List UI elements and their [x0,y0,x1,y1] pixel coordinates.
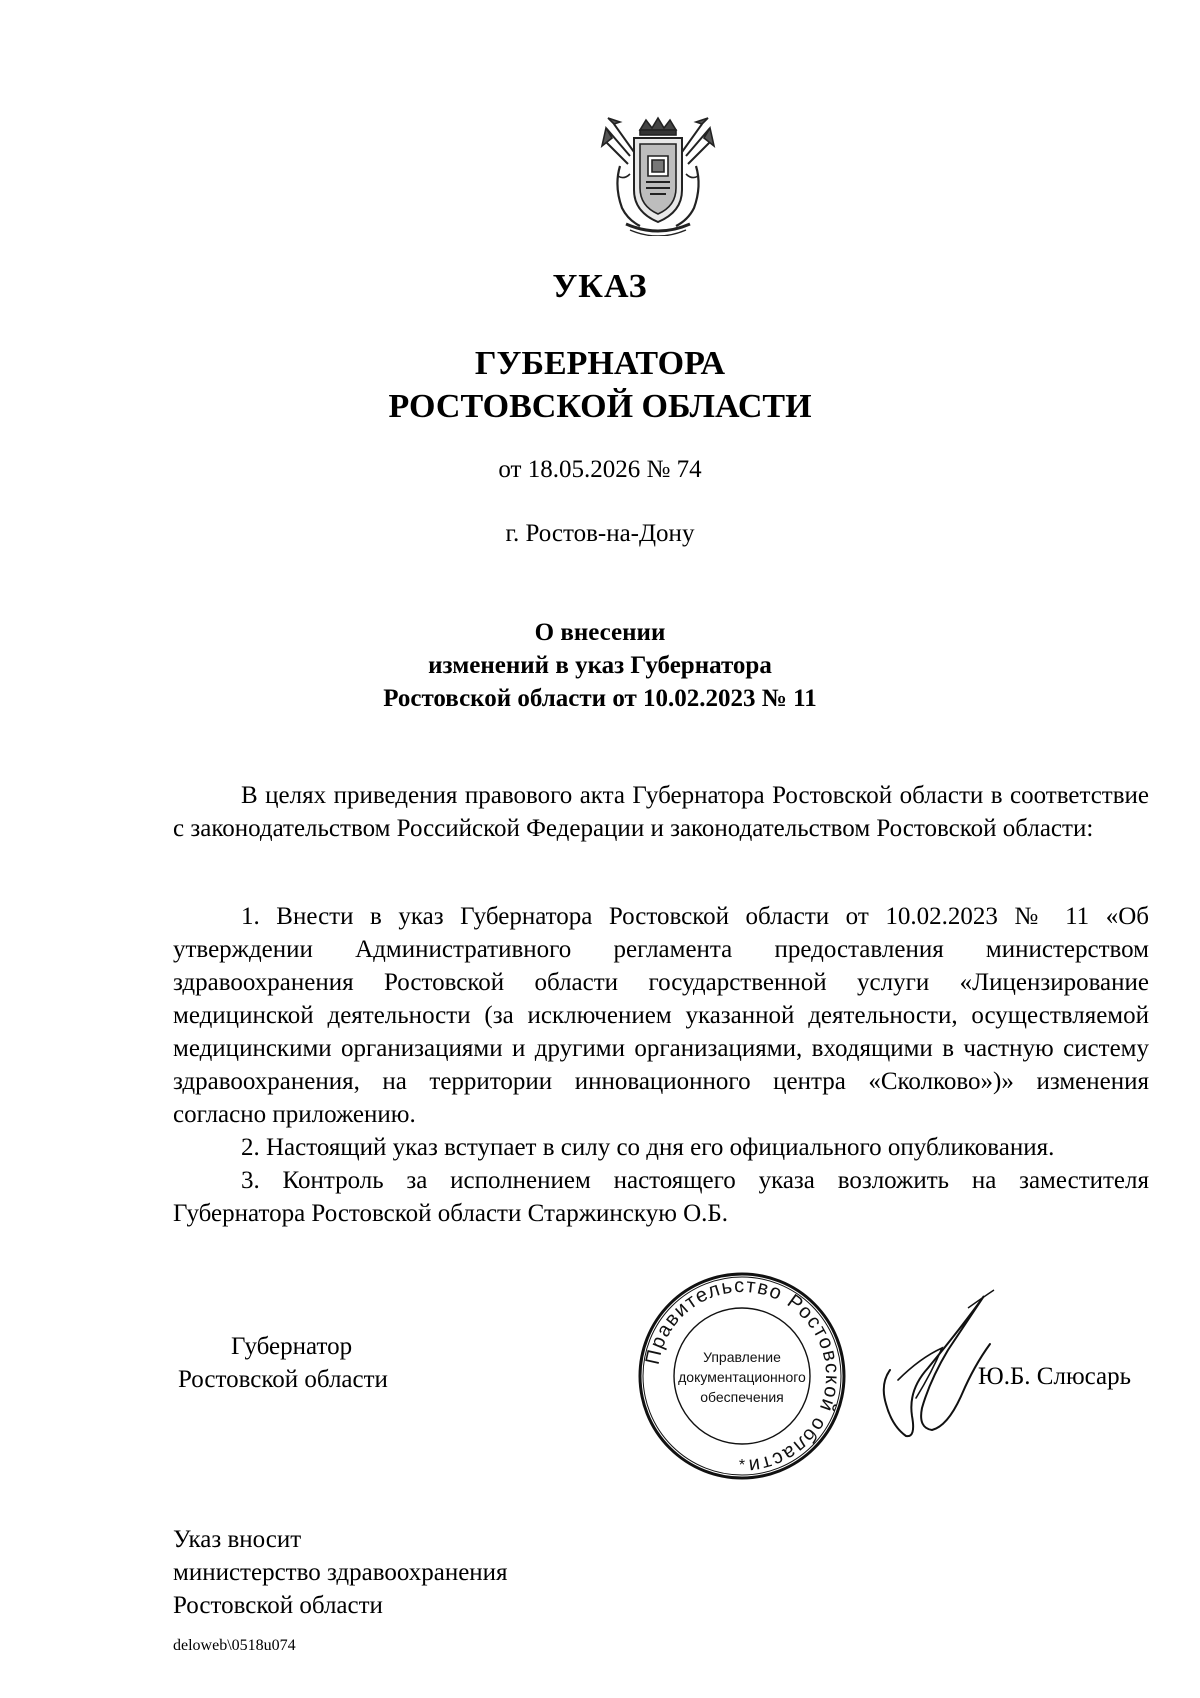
decree-preamble [173,779,1149,845]
seal-center-line-3: обеспечения [700,1389,784,1405]
issuing-authority [0,342,1200,428]
decree-city: г. Ростов-на-Дону [505,520,695,547]
document-id: deloweb\0518u074 [173,1637,296,1654]
signatory-name: Ю.Б. Слюсарь [978,1363,1132,1390]
submitter-line-3: Ростовской области [173,1592,383,1619]
position-line-1: Губернатор [231,1333,353,1360]
seal-ring-text: Правительство Ростовской области [641,1274,844,1477]
document-kind-title: УКАЗ [552,268,648,305]
submitter-line-2: министерство здравоохранения [173,1559,508,1586]
subject-line-1: О внесении [534,619,666,646]
seal-center-line-2: документационного [678,1369,806,1385]
coat-of-arms-icon [600,116,716,236]
decree-item-1: 1. Внести в указ Губернатора Ростовской области от 10.02.2023 № 11 «Об утверждении Административного регламента предоставления министерством здравоохранения Ростовской области государственной услуги «Лицензирование медицинской деятельности (за исключением указанной деятельности, осуществляемой медицинскими организациями и другими организациями, входящими в частную систему здравоохранения, на территории инновационного центра «Сколково»)» изменения согласно приложению. [173,903,1149,1128]
seal-center-line-1: Управление [703,1349,781,1365]
decree-date-number: от 18.05.2026 № 74 [498,456,702,483]
official-seal-stamp [636,1270,848,1482]
decree-item-2: 2. Настоящий указ вступает в силу со дня его официального опубликования. [241,1134,1055,1161]
signatory-position [178,1330,388,1396]
authority-line-2: РОСТОВСКОЙ ОБЛАСТИ [388,388,812,425]
decree-subject [0,616,1200,715]
seal-star: * [738,1457,746,1474]
submitter-note [173,1523,508,1622]
decree-item-3: 3. Контроль за исполнением настоящего указа возложить на заместителя Губернатора Ростовской области Старжинскую О.Б. [173,1167,1149,1227]
submitter-line-1: Указ вносит [173,1526,302,1553]
authority-line-1: ГУБЕРНАТОРА [474,345,726,382]
preamble-paragraph: В целях приведения правового акта Губернатора Ростовской области в соответствие с законодательством Российской Федерации и законодательством Ростовской области: [173,782,1149,842]
subject-line-2: изменений в указ Губернатора [428,652,772,679]
subject-line-3: Ростовской области от 10.02.2023 № 11 [383,685,817,712]
position-line-2: Ростовской области [178,1366,388,1393]
decree-items [173,900,1149,1230]
